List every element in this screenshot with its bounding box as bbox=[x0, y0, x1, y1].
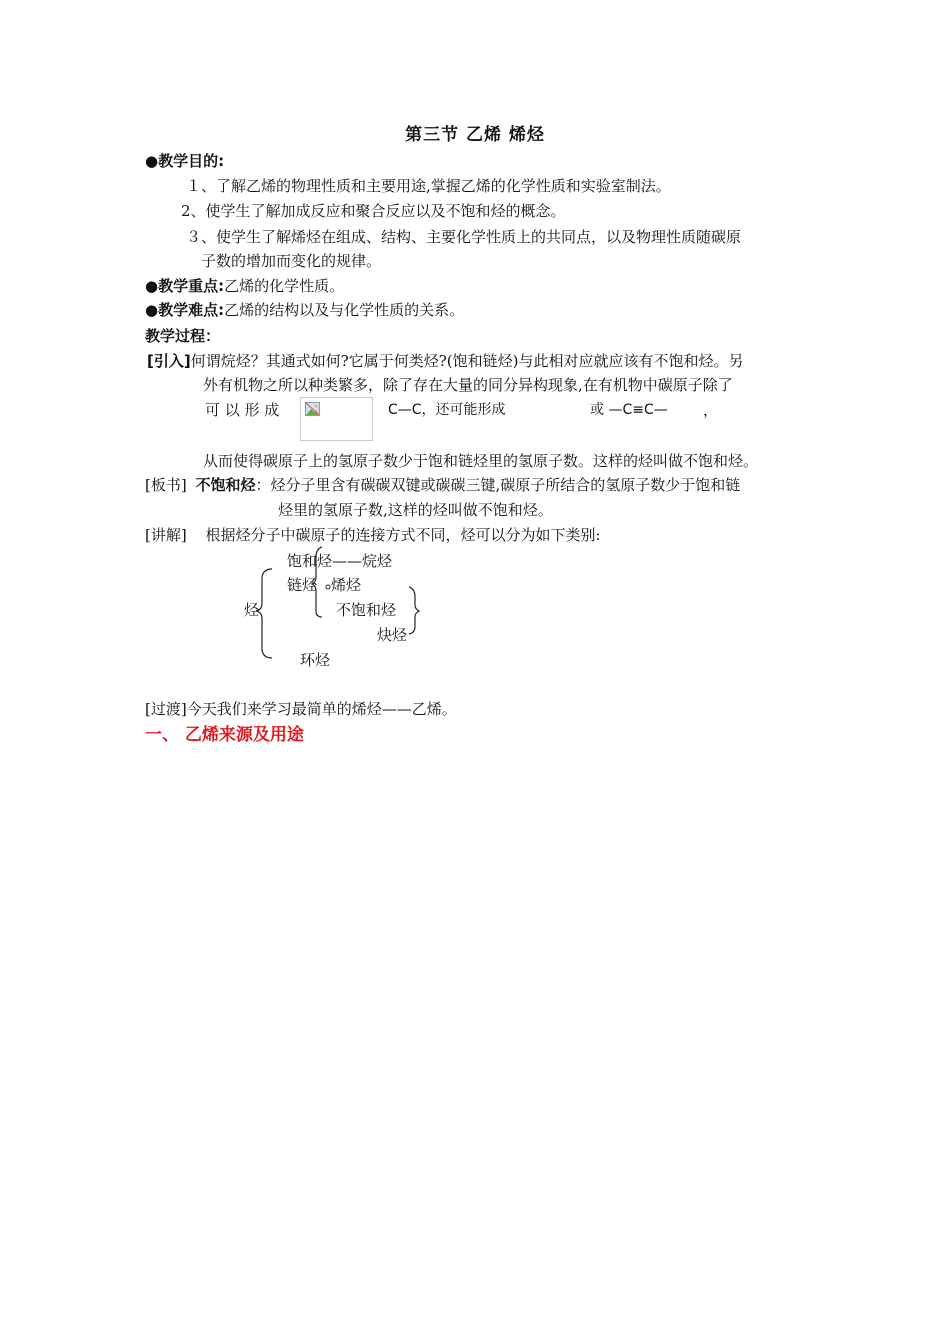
process-heading: 教学过程： bbox=[145, 327, 221, 345]
class-unsaturated: 不饱和烃 bbox=[336, 601, 397, 619]
intro-line-3-triple: 或 —C≡C— bbox=[590, 402, 668, 418]
brace-unsaturated bbox=[409, 587, 419, 634]
class-saturated: 饱和烃——烷烃 bbox=[287, 552, 393, 570]
brace-dot bbox=[326, 585, 330, 589]
explain-tag: [讲解] bbox=[145, 526, 187, 544]
class-alkene: 烯烃 bbox=[331, 576, 362, 594]
difficult-point-label: ●教学难点: bbox=[145, 301, 225, 319]
brace-root bbox=[256, 569, 272, 658]
board-term: 不饱和烃 bbox=[195, 476, 256, 494]
class-cyclic: 环烃 bbox=[300, 651, 331, 669]
class-alkyne: 炔烃 bbox=[377, 626, 408, 644]
intro-text-1: 何谓烷烃？其通式如何?它属于何类烃?(饱和链烃)与此相对应就应该有不饱和烃。另 bbox=[190, 352, 744, 370]
objective-item-3-line-2: 子数的增加而变化的规律。 bbox=[201, 252, 382, 270]
intro-line-4: 从而使得碳原子上的氢原子数少于饱和链烃里的氢原子数。这样的烃叫做不饱和烃。 bbox=[203, 452, 759, 470]
transition-line: [过渡]今天我们来学习最简单的烯烃——乙烯。 bbox=[145, 700, 457, 718]
objectives-heading: ●教学目的: bbox=[145, 152, 225, 170]
objective-item-3-line-1: ３、使学生了解烯烃在组成、结构、主要化学性质上的共同点，以及物理性质随碳原 bbox=[186, 228, 742, 246]
key-point-label: ●教学重点: bbox=[145, 277, 225, 295]
explain-text: 根据烃分子中碳原子的连接方式不同，烃可以分为如下类别: bbox=[205, 526, 601, 544]
board-definition: ：烃分子里含有碳碳双键或碳碳三键,碳原子所结合的氢原子数少于饱和链 bbox=[255, 476, 741, 494]
objective-item-1: １、了解乙烯的物理性质和主要用途,掌握乙烯的化学性质和实验室制法。 bbox=[186, 177, 671, 195]
intro-line-3-comma: ， bbox=[703, 401, 719, 419]
class-root: 烃 bbox=[244, 601, 260, 619]
intro-line-2: 外有机物之所以种类繁多，除了存在大量的同分异构现象,在有机物中碳原子除了 bbox=[203, 376, 733, 394]
objective-item-2: 2、使学生了解加成反应和聚合反应以及不饱和烃的概念。 bbox=[181, 202, 566, 220]
section-heading-1: 一、 乙烯来源及用途 bbox=[145, 725, 304, 745]
page-title: 第三节 乙烯 烯烃 bbox=[405, 125, 545, 145]
intro-tag: [引入] bbox=[147, 352, 191, 370]
class-chain: 链烃 bbox=[287, 576, 318, 594]
brace-chain bbox=[312, 547, 322, 617]
difficult-point-text: 乙烯的结构以及与化学性质的关系。 bbox=[224, 301, 465, 319]
key-point-text: 乙烯的化学性质。 bbox=[224, 277, 345, 295]
intro-line-3-start: 可 以 形 成 bbox=[205, 401, 280, 419]
board-tag: [板书] bbox=[145, 476, 187, 494]
board-line-2: 烃里的氢原子数,这样的烃叫做不饱和烃。 bbox=[278, 501, 553, 519]
intro-line-3-cc: C—C，还可能形成 bbox=[388, 402, 506, 418]
